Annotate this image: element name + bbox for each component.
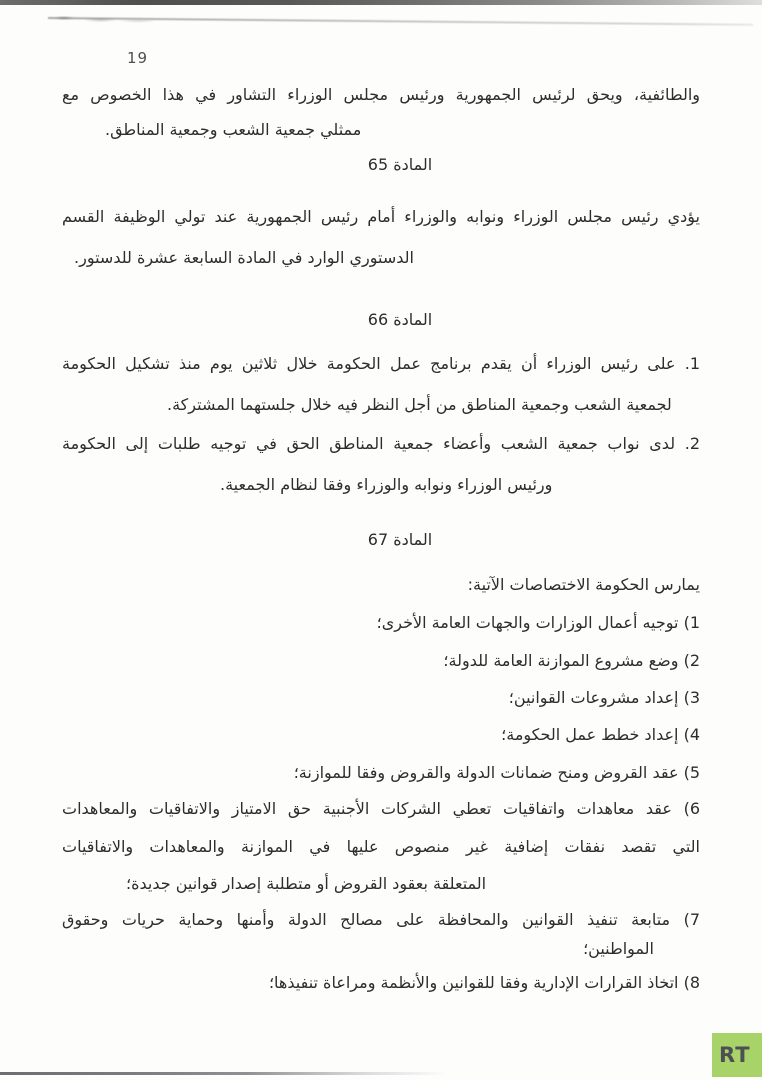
article-66-item-line: 2. لدى نواب جمعية الشعب وأعضاء جمعية المناطق الحق في توجيه طلبات إلى الحكومة bbox=[62, 434, 700, 453]
article-67-item-line: المواطنين؛ bbox=[583, 939, 654, 958]
article-65-heading: المادة 65 bbox=[367, 155, 433, 174]
article-67-item-line: المتعلقة بعقود القروض أو متطلبة إصدار قوانين جديدة؛ bbox=[126, 874, 487, 893]
intro-paragraph-line: ممثلي جمعية الشعب وجمعية المناطق. bbox=[105, 120, 362, 139]
article-67-heading: المادة 67 bbox=[367, 530, 433, 549]
article-66-heading: المادة 66 bbox=[367, 310, 433, 329]
intro-paragraph-line: والطائفية، ويحق لرئيس الجمهورية ورئيس مجلس الوزراء التشاور في هذا الخصوص مع bbox=[62, 85, 700, 104]
rt-logo-label: RT bbox=[719, 1043, 751, 1067]
article-66-item-line: لجمعية الشعب وجمعية المناطق من أجل النظر فيه خلال جلستهما المشتركة. bbox=[167, 395, 672, 414]
article-66-item-line: 1. على رئيس الوزراء أن يقدم برنامج عمل الحكومة خلال ثلاثين يوم منذ تشكيل الحكومة bbox=[62, 354, 700, 373]
article-67-item-line: 6) عقد معاهدات واتفاقيات تعطي الشركات الأجنبية حق الامتياز والاتفاقيات والمعاهدات bbox=[62, 799, 700, 818]
article-67-item-line: 3) إعداد مشروعات القوانين؛ bbox=[508, 688, 700, 707]
article-65-line: يؤدي رئيس مجلس الوزراء ونوابه والوزراء أمام رئيس الجمهورية عند تولي الوظيفة القسم bbox=[62, 207, 700, 226]
rt-logo bbox=[712, 1033, 762, 1077]
article-67-item-line: 5) عقد القروض ومنح ضمانات الدولة والقروض وفقا للموازنة؛ bbox=[293, 763, 700, 782]
article-66-item-line: ورئيس الوزراء ونوابه والوزراء وفقا لنظام الجمعية. bbox=[220, 475, 553, 494]
article-67-lead: يمارس الحكومة الاختصاصات الآتية: bbox=[467, 575, 700, 594]
article-67-item-line: 8) اتخاذ القرارات الإدارية وفقا للقوانين والأنظمة ومراعاة تنفيذها؛ bbox=[268, 973, 700, 992]
document-content bbox=[62, 0, 700, 1080]
article-67-item-line: التي تقصد نفقات إضافية غير منصوص عليها في الموازنة والمعاهدات والاتفاقيات bbox=[62, 837, 700, 856]
article-67-item-line: 4) إعداد خطط عمل الحكومة؛ bbox=[501, 725, 700, 744]
scan-bottom-edge bbox=[0, 1072, 448, 1075]
article-67-item-line: 1) توجيه أعمال الوزارات والجهات العامة الأخرى؛ bbox=[376, 613, 700, 632]
page-number: 19 bbox=[127, 49, 149, 67]
article-65-line: الدستوري الوارد في المادة السابعة عشرة للدستور. bbox=[74, 248, 414, 267]
article-67-item-line: 2) وضع مشروع الموازنة العامة للدولة؛ bbox=[443, 651, 700, 670]
article-67-item-line: 7) متابعة تنفيذ القوانين والمحافظة على مصالح الدولة وأمنها وحماية حريات وحقوق bbox=[62, 910, 700, 929]
